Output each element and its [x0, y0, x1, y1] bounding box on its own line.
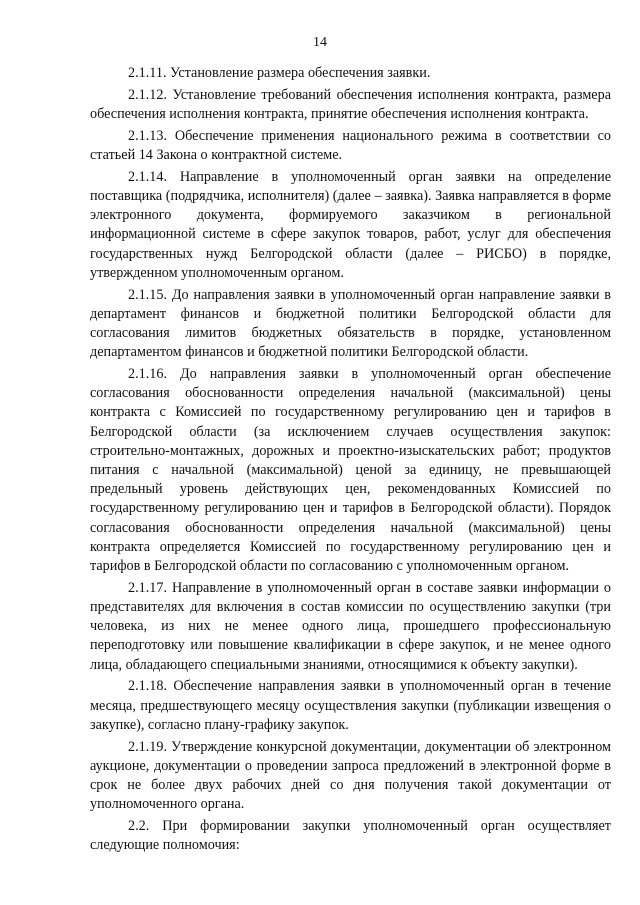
paragraph-2-1-14: 2.1.14. Направление в уполномоченный орган заявки на определение поставщика (подрядчика, исполнителя) (далее – заявка). Заявка направляется в форме электронного документа, формируемого заказчиком в региональной информационной системе в сфере закупок товаров, работ, услуг для обеспечения государственных нужд Белгородской области (далее – РИСБО) в порядке, утвержденном уполномоченным органом. [90, 168, 611, 281]
paragraph-2-2: 2.2. При формировании закупки уполномоченный орган осуществляет следующие полномочия: [90, 818, 611, 854]
paragraph-2-1-11: 2.1.11. Установление размера обеспечения заявки. [128, 65, 431, 81]
paragraph-2-1-15: 2.1.15. До направления заявки в уполномоченный орган направление заявки в департамент финансов и бюджетной политики Белгородской области для согласования лимитов бюджетных обязательств в порядке, установленном департаментом финансов и бюджетной политики Белгородской области. [90, 286, 611, 361]
paragraph-2-1-12: 2.1.12. Установление требований обеспечения исполнения контракта, размера обеспечения исполнения контракта, принятие обеспечения исполнения контракта. [90, 86, 611, 122]
document-body [90, 64, 611, 858]
paragraph-2-1-17: 2.1.17. Направление в уполномоченный орган в составе заявки информации о представителях для включения в состав комиссии по осуществлению закупки (три человека, из них не менее одного лица, прошедшего профессиональную переподготовку или повышение квалификации в сфере закупок, и не менее одного лица, обладающего специальными знаниями, относящимися к объекту закупки). [90, 579, 611, 673]
paragraph-2-1-19: 2.1.19. Утверждение конкурсной документации, документации об электронном аукционе, документации о проведении запроса предложений в электронной форме в срок не более двух рабочих дней со дня получения такой документации от уполномоченного органа. [90, 738, 611, 813]
paragraph-2-1-18: 2.1.18. Обеспечение направления заявки в уполномоченный орган в течение месяца, предшествующего месяцу осуществления закупки (публикации извещения о закупке), согласно плану-графику закупок. [90, 678, 611, 733]
paragraph-2-1-13: 2.1.13. Обеспечение применения национального режима в соответствии со статьей 14 Закона о контрактной системе. [90, 127, 611, 163]
page-number: 14 [313, 35, 327, 50]
paragraph-2-1-16: 2.1.16. До направления заявки в уполномоченный орган обеспечение согласования обоснованности определения начальной (максимальной) цены контракта с Комиссией по государственному регулированию цен и тарифов в Белгородской области (за исключением случаев осуществления закупок: строительно-монтажных, дорожных и проектно-изыскательских работ; продуктов питания с начальной (максимальной) ценой за единицу, не превышающей предельный уровень действующих цен, рекомендованных Комиссией по государственному регулированию цен и тарифов в Белгородской области). Порядок согласования обоснованности определения начальной (максимальной) цены контракта определяется Комиссией по государственному регулированию цен и тарифов в Белгородской области по согласованию с уполномоченным органом. [90, 366, 611, 575]
